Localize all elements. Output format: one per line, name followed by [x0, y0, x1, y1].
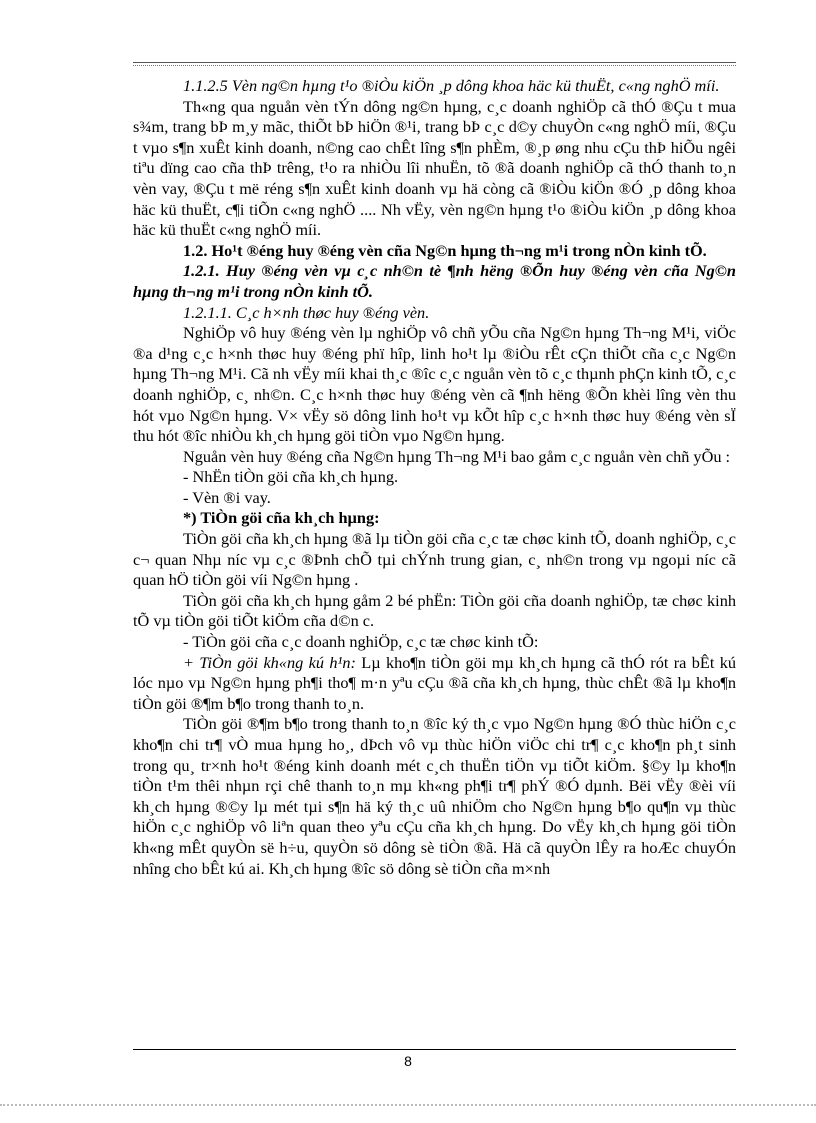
list-item: - TiÒn göi cña c¸c doanh nghiÖp, c¸c tæ chøc kinh tÕ: [183, 632, 539, 652]
paragraph-text: Lµ kho¶n tiÒn göi mµ kh¸ch hµng cã thÓ rót ra bÊt kú lóc nµo vµ Ng©n hµng ph¶i tho¶ m·n yªu cÇu ®ã cña kh¸ch hµng, thùc chÊt ®ã lµ kho¶n tiÒn göi ®¶m b¶o trong thanh to¸n. [133, 652, 736, 713]
paragraph [133, 653, 736, 715]
heading-1-2-1: 1.2.1. Huy ®éng vèn vµ c¸c nh©n tè ¶nh hëng ®Õn huy ®éng vèn cña Ng©n hµng th¬ng m¹i trong nÒn kinh tÕ. [133, 261, 736, 301]
document-body [133, 76, 736, 879]
list-item: - Vèn ®i vay. [183, 487, 271, 507]
header-rule-dotted [133, 65, 736, 66]
italic-lead: + TiÒn göi kh«ng kú h¹n: [183, 652, 356, 672]
page-number: 8 [404, 1053, 412, 1069]
paragraph: Nguån vèn huy ®éng cña Ng©n hµng Th¬ng M¹i bao gåm c¸c nguån vèn chñ yÕu : [183, 446, 731, 466]
paragraph: Th«ng qua nguån vèn tÝn dông ng©n hµng, c¸c doanh nghiÖp cã thÓ ®Çu t mua s¾m, trang bÞ m¸y mãc, thiÕt bÞ hiÖn ®¹i, trang bÞ c¸c d©y chuyÒn c«ng nghÖ míi, ®Çu t vµo s¶n xuÊt kinh doanh, n©ng cao chÊt lîng s¶n phÈm, ®¸p øng nhu cÇu thÞ hiÕu ngêi tiªu dïng cao cña thÞ trêng, t¹o ra nhiÒu lîi nhuËn, tõ ®ã doanh nghiÖp cã thÓ thanh to¸n vèn vay, ®Çu t më réng s¶n xuÊt kinh doanh vµ hä còng cã ®iÒu kiÖn ®Ó ¸p dông khoa häc kü thuËt, c¶i tiÕn c«ng nghÖ .... Nh vËy, vèn ng©n hµng t¹o ®iÒu kiÖn ¸p dông khoa häc kü thuËt c«ng nghÖ míi. [133, 96, 736, 240]
page-break-dots [0, 1104, 816, 1106]
paragraph: NghiÖp vô huy ®éng vèn lµ nghiÖp vô chñ yÕu cña Ng©n hµng Th¬ng M¹i, viÖc ®a d¹ng c¸c h×nh thøc huy ®éng phï hîp, linh ho¹t lµ ®iÒu rÊt cÇn thiÕt cña c¸c Ng©n hµng Th¬ng M¹i. Cã nh vËy míi khai th¸c ®îc c¸c nguån vèn tõ c¸c thµnh phÇn kinh tÕ, c¸c doanh nghiÖp, c¸ nh©n. C¸c h×nh thøc huy ®éng vèn cã ¶nh hëng ®Õn khèi lîng vèn thu hót vµo Ng©n hµng. V× vËy sö dông linh ho¹t vµ kÕt hîp c¸c h×nh thøc huy ®éng vèn sÏ thu hót ®îc nhiÒu kh¸ch hµng göi tiÒn vµo Ng©n hµng. [133, 323, 736, 446]
footer-rule [133, 1049, 736, 1050]
paragraph: TiÒn göi ®¶m b¶o trong thanh to¸n ®îc ký th¸c vµo Ng©n hµng ®Ó thùc hiÖn c¸c kho¶n chi tr¶ vÒ mua hµng ho¸, dÞch vô vµ thùc hiÖn viÖc chi tr¶ c¸c kho¶n ph¸t sinh trong qu¸ tr×nh ho¹t ®éng kinh doanh mét c¸ch thuËn tiÖn vµ tiÕt kiÖm. §©y lµ kho¶n tiÒn t¹m thêi nhµn rçi chê thanh to¸n mµ kh«ng ph¶i tr¶ phÝ ®Ó dµnh. Bëi vËy ®èi víi kh¸ch hµng ®©y lµ mét tµi s¶n hä ký th¸c uû nhiÖm cho Ng©n hµng b¶o qu¶n vµ thùc hiÖn c¸c nghiÖp vô liªn quan theo yªu cÇu cña kh¸ch hµng. Do vËy kh¸ch hµng göi tiÒn kh«ng mÊt quyÒn së h÷u, quyÒn sö dông sè tiÒn ®ã. Hä cã quyÒn lÊy ra hoÆc chuyÓn nhîng cho bÊt kú ai. Kh¸ch hµng ®îc sö dông sè tiÒn cña m×nh [133, 714, 736, 878]
paragraph: TiÒn göi cña kh¸ch hµng gåm 2 bé phËn: TiÒn göi cña doanh nghiÖp, tæ chøc kinh tÕ vµ tiÒn göi tiÕt kiÖm cña d©n c. [133, 590, 736, 631]
paragraph: TiÒn göi cña kh¸ch hµng ®ã lµ tiÒn göi cña c¸c tæ chøc kinh tÕ, doanh nghiÖp, c¸c c¬ quan Nhµ níc vµ c¸c ®Þnh chÕ tµi chÝnh trung gian, c¸ nh©n trong vµ ngoµi níc cã quan hÖ tiÒn göi víi Ng©n hµng . [133, 529, 736, 590]
header-rule [133, 62, 736, 63]
heading-1-1-2-5: 1.1.2.5 Vèn ng©n hµng t¹o ®iÒu kiÖn ¸p dông khoa häc kü thuËt, c«ng nghÖ míi. [183, 76, 720, 95]
heading-1-2: 1.2. Ho¹t ®éng huy ®éng vèn cña Ng©n hµng th¬ng m¹i trong nÒn kinh tÕ. [183, 240, 707, 260]
heading-1-2-1-1: 1.2.1.1. C¸c h×nh thøc huy ®éng vèn. [183, 302, 430, 322]
subheading-deposits: *) TiÒn göi cña kh¸ch hµng: [183, 508, 380, 528]
list-item: - NhËn tiÒn göi cña kh¸ch hµng. [183, 467, 399, 487]
